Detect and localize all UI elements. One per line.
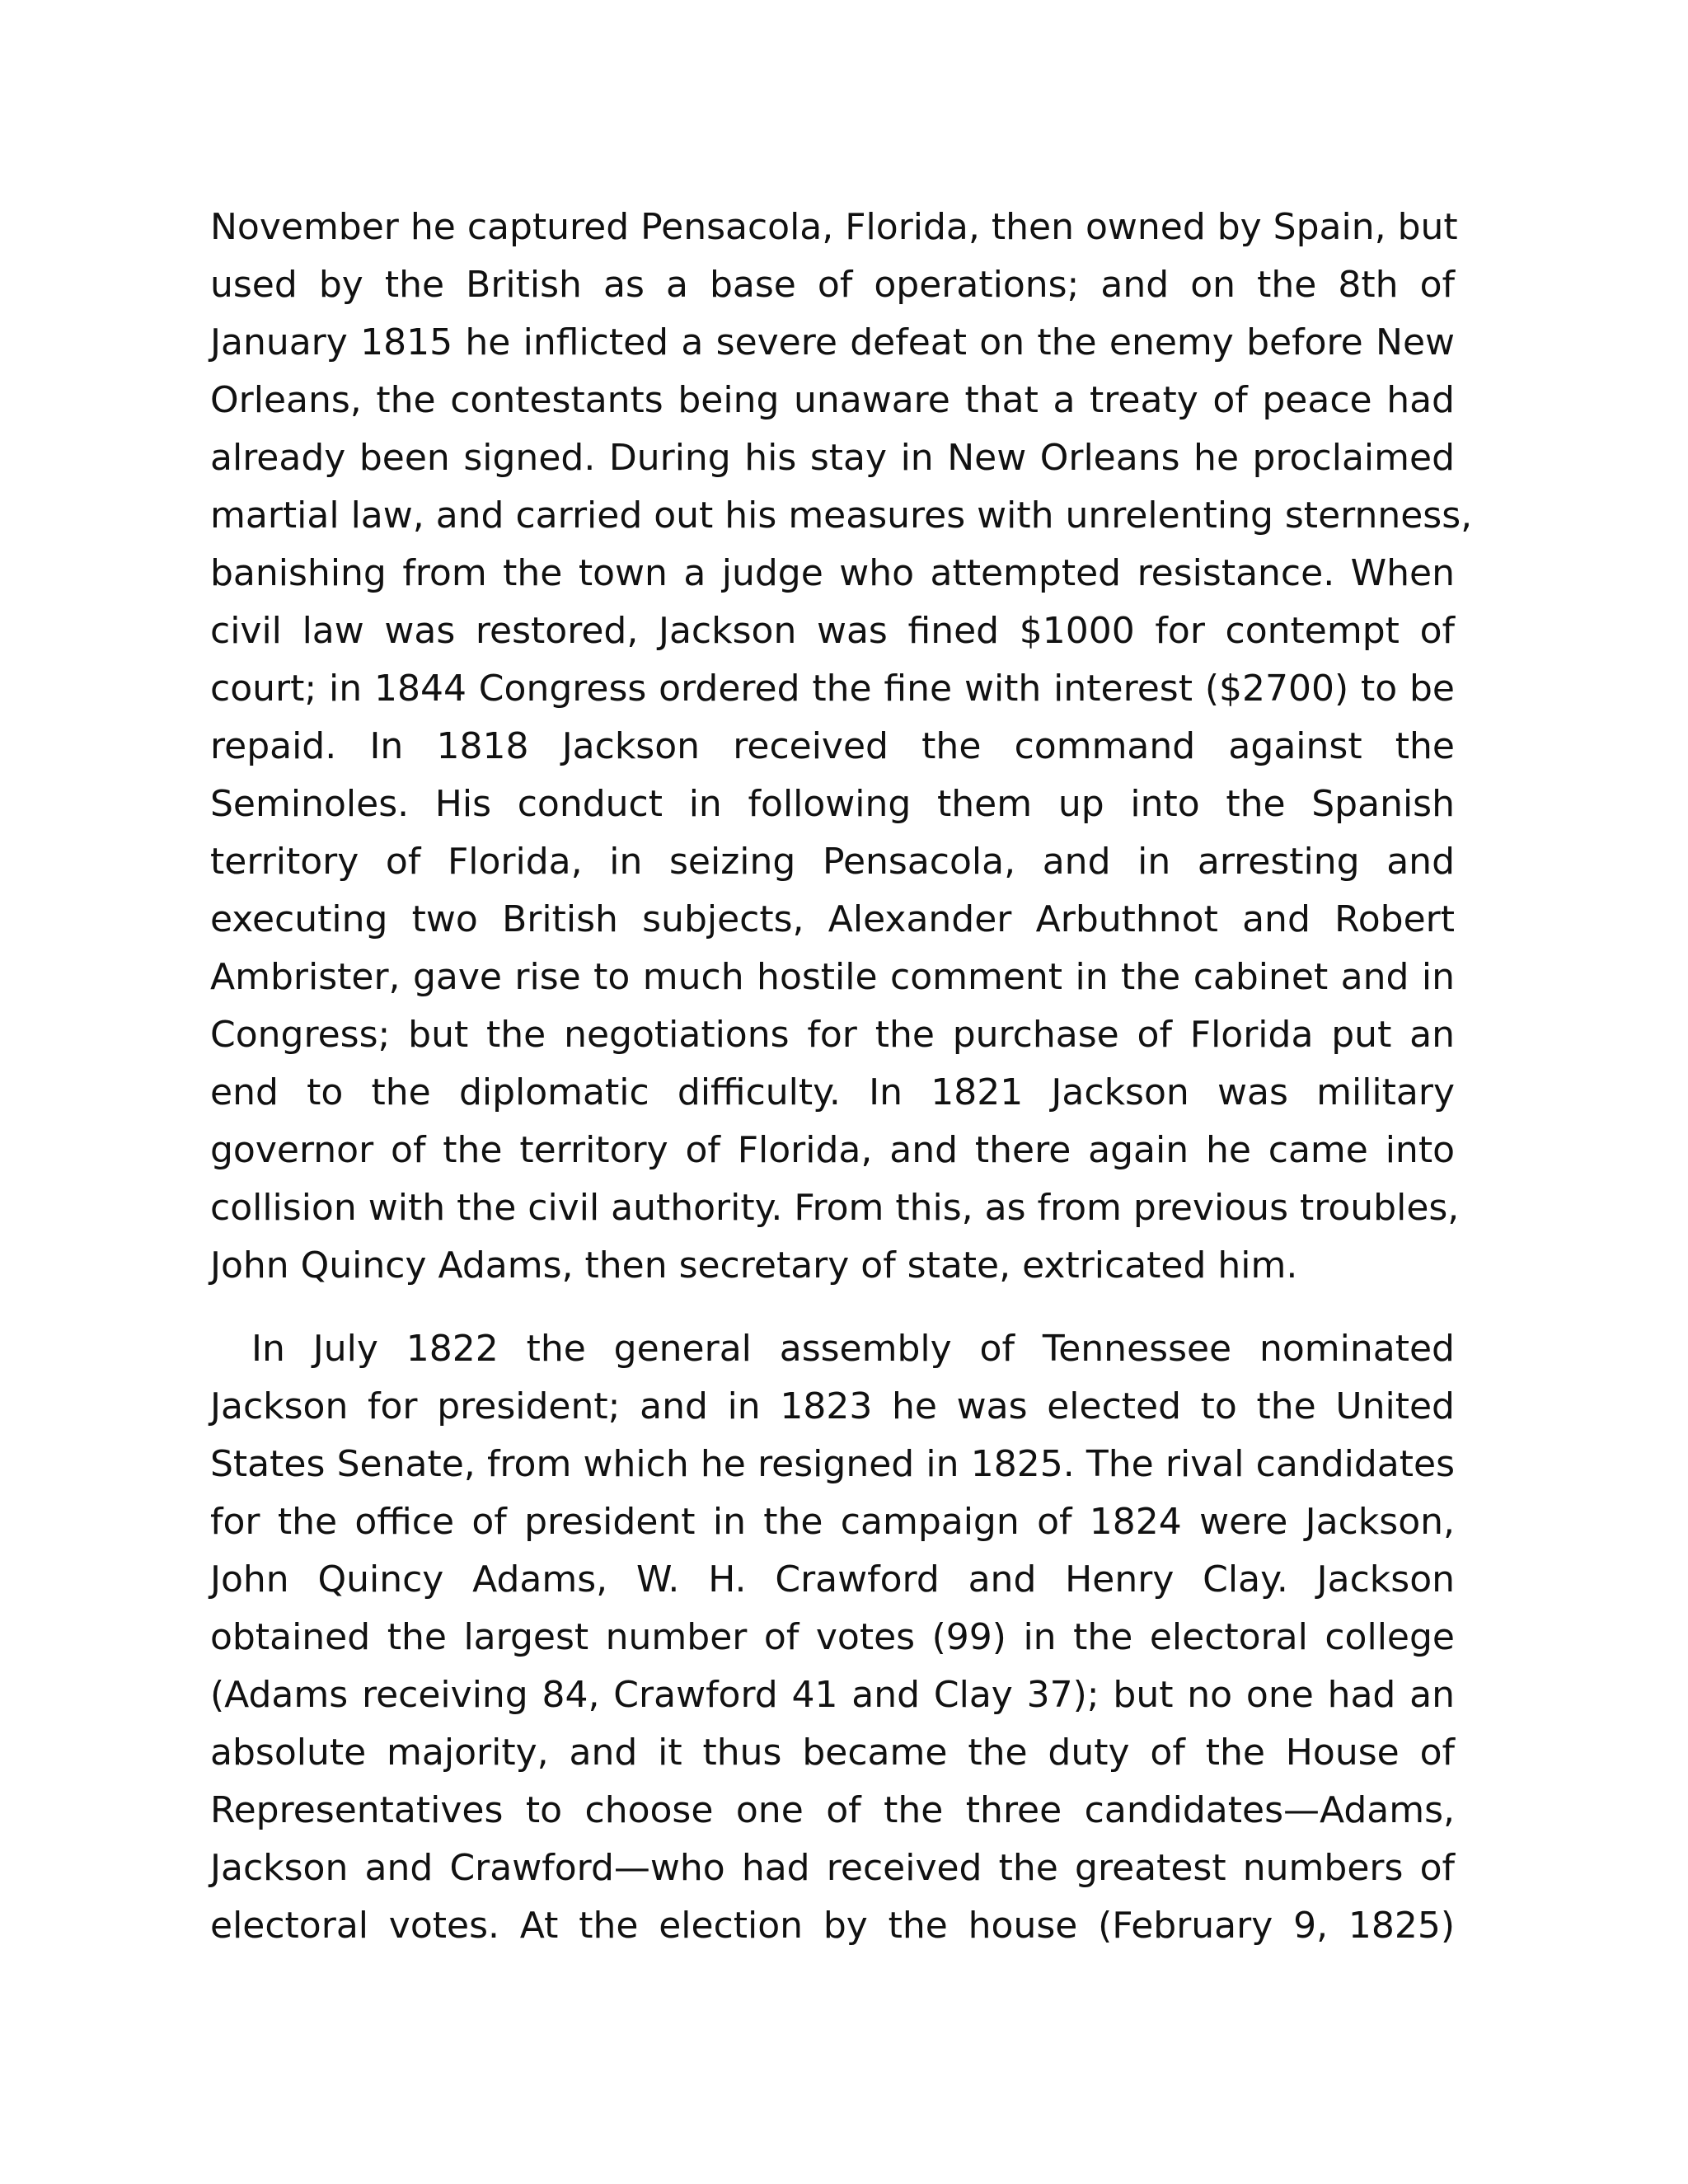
paragraph-line: repaid. In 1818 Jackson received the command against the — [210, 725, 1455, 767]
paragraph-line: Orleans, the contestants being unaware that a treaty of peace had — [210, 379, 1455, 421]
paragraph-line: obtained the largest number of votes (99) in the electoral college — [210, 1616, 1455, 1658]
paragraph-line: electoral votes. At the election by the house (February 9, 1825) — [210, 1905, 1455, 1947]
paragraph-line: for the office of president in the campaign of 1824 were Jackson, — [210, 1501, 1455, 1543]
paragraph-line: States Senate, from which he resigned in 1825. The rival candidates — [210, 1443, 1455, 1485]
paragraph-line: January 1815 he inflicted a severe defeat on the enemy before New — [210, 321, 1455, 363]
paragraph-1 — [210, 199, 1473, 1295]
paragraph-line: banishing from the town a judge who attempted resistance. When — [210, 552, 1455, 594]
paragraph-line: In July 1822 the general assembly of Tennessee nominated — [251, 1328, 1455, 1370]
paragraph-line: Congress; but the negotiations for the purchase of Florida put an — [210, 1014, 1455, 1056]
paragraph-line: territory of Florida, in seizing Pensacola, and in arresting and — [210, 841, 1455, 883]
paragraph-line: Representatives to choose one of the three candidates—Adams, — [210, 1789, 1455, 1831]
paragraph-line: absolute majority, and it thus became the duty of the House of — [210, 1732, 1455, 1774]
paragraph-line: court; in 1844 Congress ordered the fine with interest ($2700) to be — [210, 668, 1455, 710]
paragraph-line: November he captured Pensacola, Florida, then owned by Spain, but — [210, 206, 1458, 248]
paragraph-line: Jackson and Crawford—who had received the greatest numbers of — [210, 1847, 1455, 1889]
paragraph-line: Jackson for president; and in 1823 he was elected to the United — [210, 1385, 1455, 1427]
paragraph-line: end to the diplomatic difficulty. In 1821 Jackson was military — [210, 1071, 1455, 1113]
paragraph-2 — [210, 1320, 1455, 1955]
paragraph-line: (Adams receiving 84, Crawford 41 and Clay 37); but no one had an — [210, 1674, 1455, 1716]
paragraph-line: already been signed. During his stay in New Orleans he proclaimed — [210, 437, 1455, 479]
paragraph-line: Seminoles. His conduct in following them up into the Spanish — [210, 783, 1455, 825]
paragraph-line: governor of the territory of Florida, and there again he came into — [210, 1129, 1455, 1171]
paragraph-line: used by the British as a base of operations; and on the 8th of — [210, 264, 1455, 306]
paragraph-line: John Quincy Adams, W. H. Crawford and Henry Clay. Jackson — [210, 1558, 1455, 1601]
paragraph-line: John Quincy Adams, then secretary of state, extricated him. — [210, 1244, 1298, 1286]
paragraph-line: civil law was restored, Jackson was fined $1000 for contempt of — [210, 610, 1455, 652]
paragraph-line: martial law, and carried out his measures with unrelenting sternness, — [210, 494, 1473, 537]
paragraph-line: collision with the civil authority. From this, as from previous troubles, — [210, 1187, 1460, 1229]
paragraph-line: Ambrister, gave rise to much hostile comment in the cabinet and in — [210, 956, 1455, 998]
paragraph-line: executing two British subjects, Alexander Arbuthnot and Robert — [210, 898, 1455, 940]
